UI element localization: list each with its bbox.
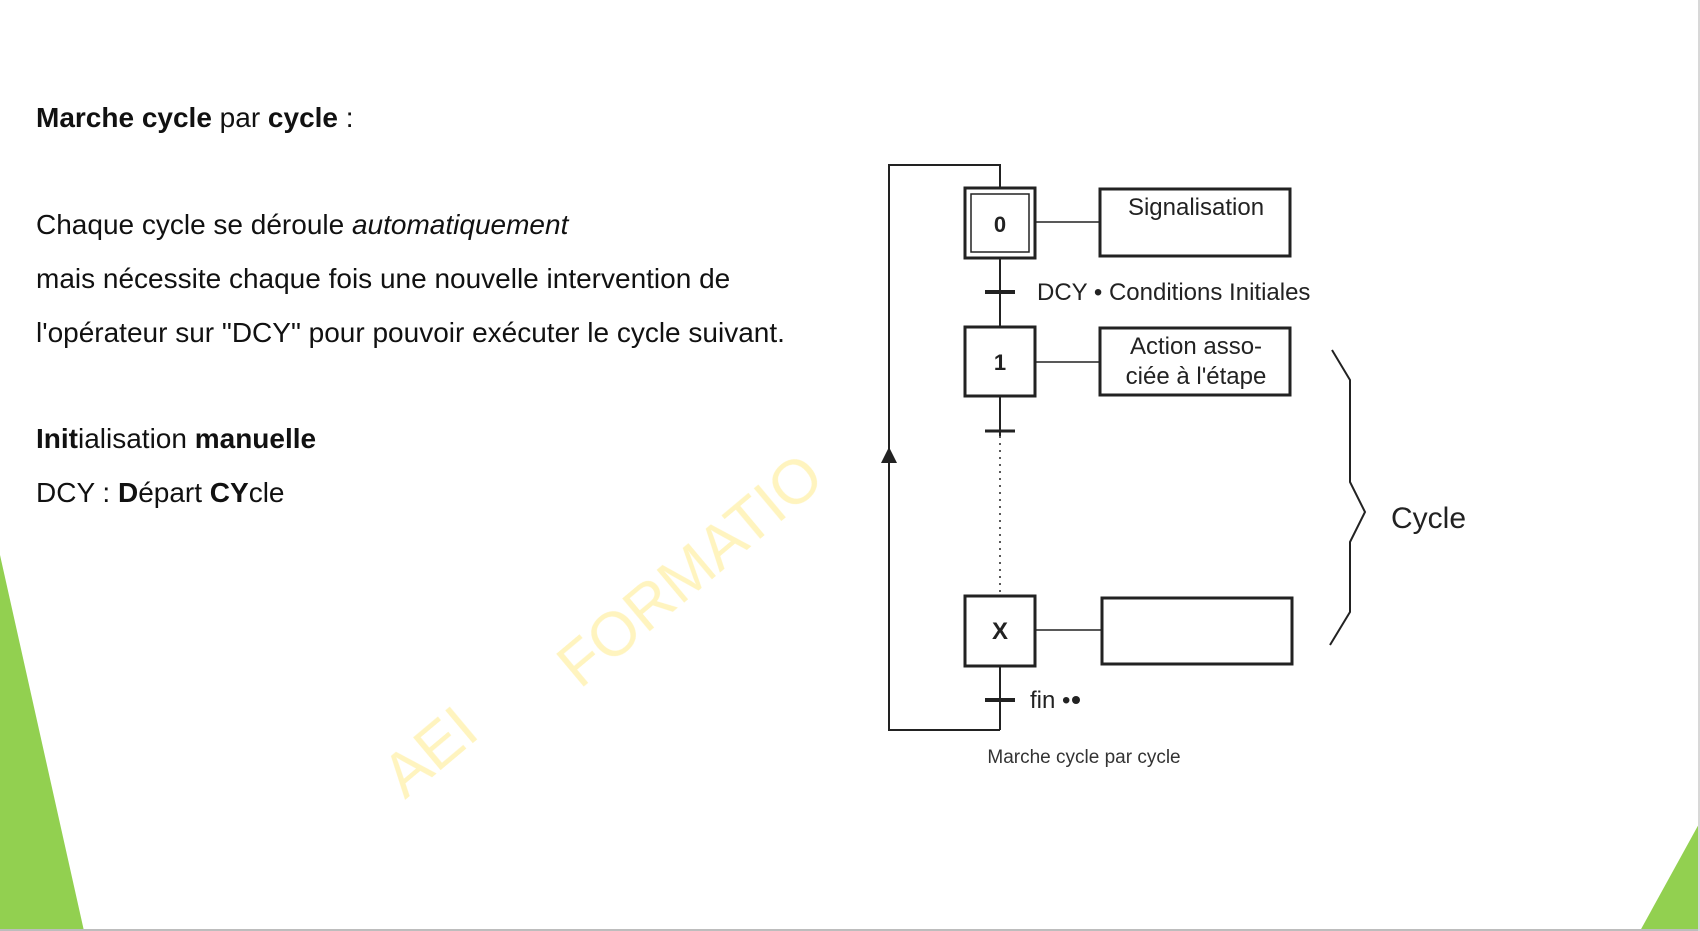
diagram-caption: Marche cycle par cycle (987, 747, 1181, 768)
dcy-b2: CY (209, 477, 249, 508)
watermark-word-1: AEI (369, 693, 491, 811)
paragraph-line-2: mais nécessite chaque fois une nouvelle intervention de (36, 263, 731, 294)
dcy-prefix: DCY : (36, 477, 118, 508)
watermark (370, 441, 836, 811)
cycle-brace (1330, 350, 1365, 645)
heading-text-4: : (338, 102, 354, 133)
paragraph-line-3: l'opérateur sur "DCY" pour pouvoir exécuter le cycle suivant. (36, 317, 785, 348)
dcy-r1: épart (138, 477, 210, 508)
dcy-r2: cle (248, 477, 285, 508)
return-arrowhead (881, 447, 897, 463)
line1-text: Chaque cycle se déroule (36, 209, 352, 240)
init-bold-2: manuelle (194, 423, 317, 454)
heading-bold-3: cycle (267, 102, 338, 133)
green-corner-right (1640, 822, 1700, 931)
dcy-b1: D (117, 477, 139, 508)
transition-dcy-label: DCY • Conditions Initiales (1037, 279, 1311, 306)
step-0-label: 0 (993, 212, 1007, 237)
step-1-label: 1 (993, 350, 1007, 375)
action-1-label-line-2: ciée à l'étape (1125, 363, 1267, 390)
line1-emphasis: automatiquement (351, 209, 569, 240)
fin-dot (1072, 696, 1080, 704)
green-corner-left (0, 555, 84, 931)
transition-fin-label: fin • (1030, 687, 1071, 714)
action-x-box (1102, 598, 1292, 664)
watermark-word-2: FORMATIO (544, 440, 837, 701)
init-bold-1: Init (36, 423, 78, 454)
action-0-label: Signalisation (1127, 194, 1265, 221)
cycle-label: Cycle (1391, 502, 1467, 535)
heading-text-2: par (211, 102, 268, 133)
step-x-label: X (991, 618, 1009, 645)
return-loop-line (889, 165, 1000, 730)
action-1-label-line-1: Action asso- (1129, 333, 1263, 360)
heading-bold-1: Marche cycle (36, 102, 212, 133)
init-rest: ialisation (78, 423, 195, 454)
